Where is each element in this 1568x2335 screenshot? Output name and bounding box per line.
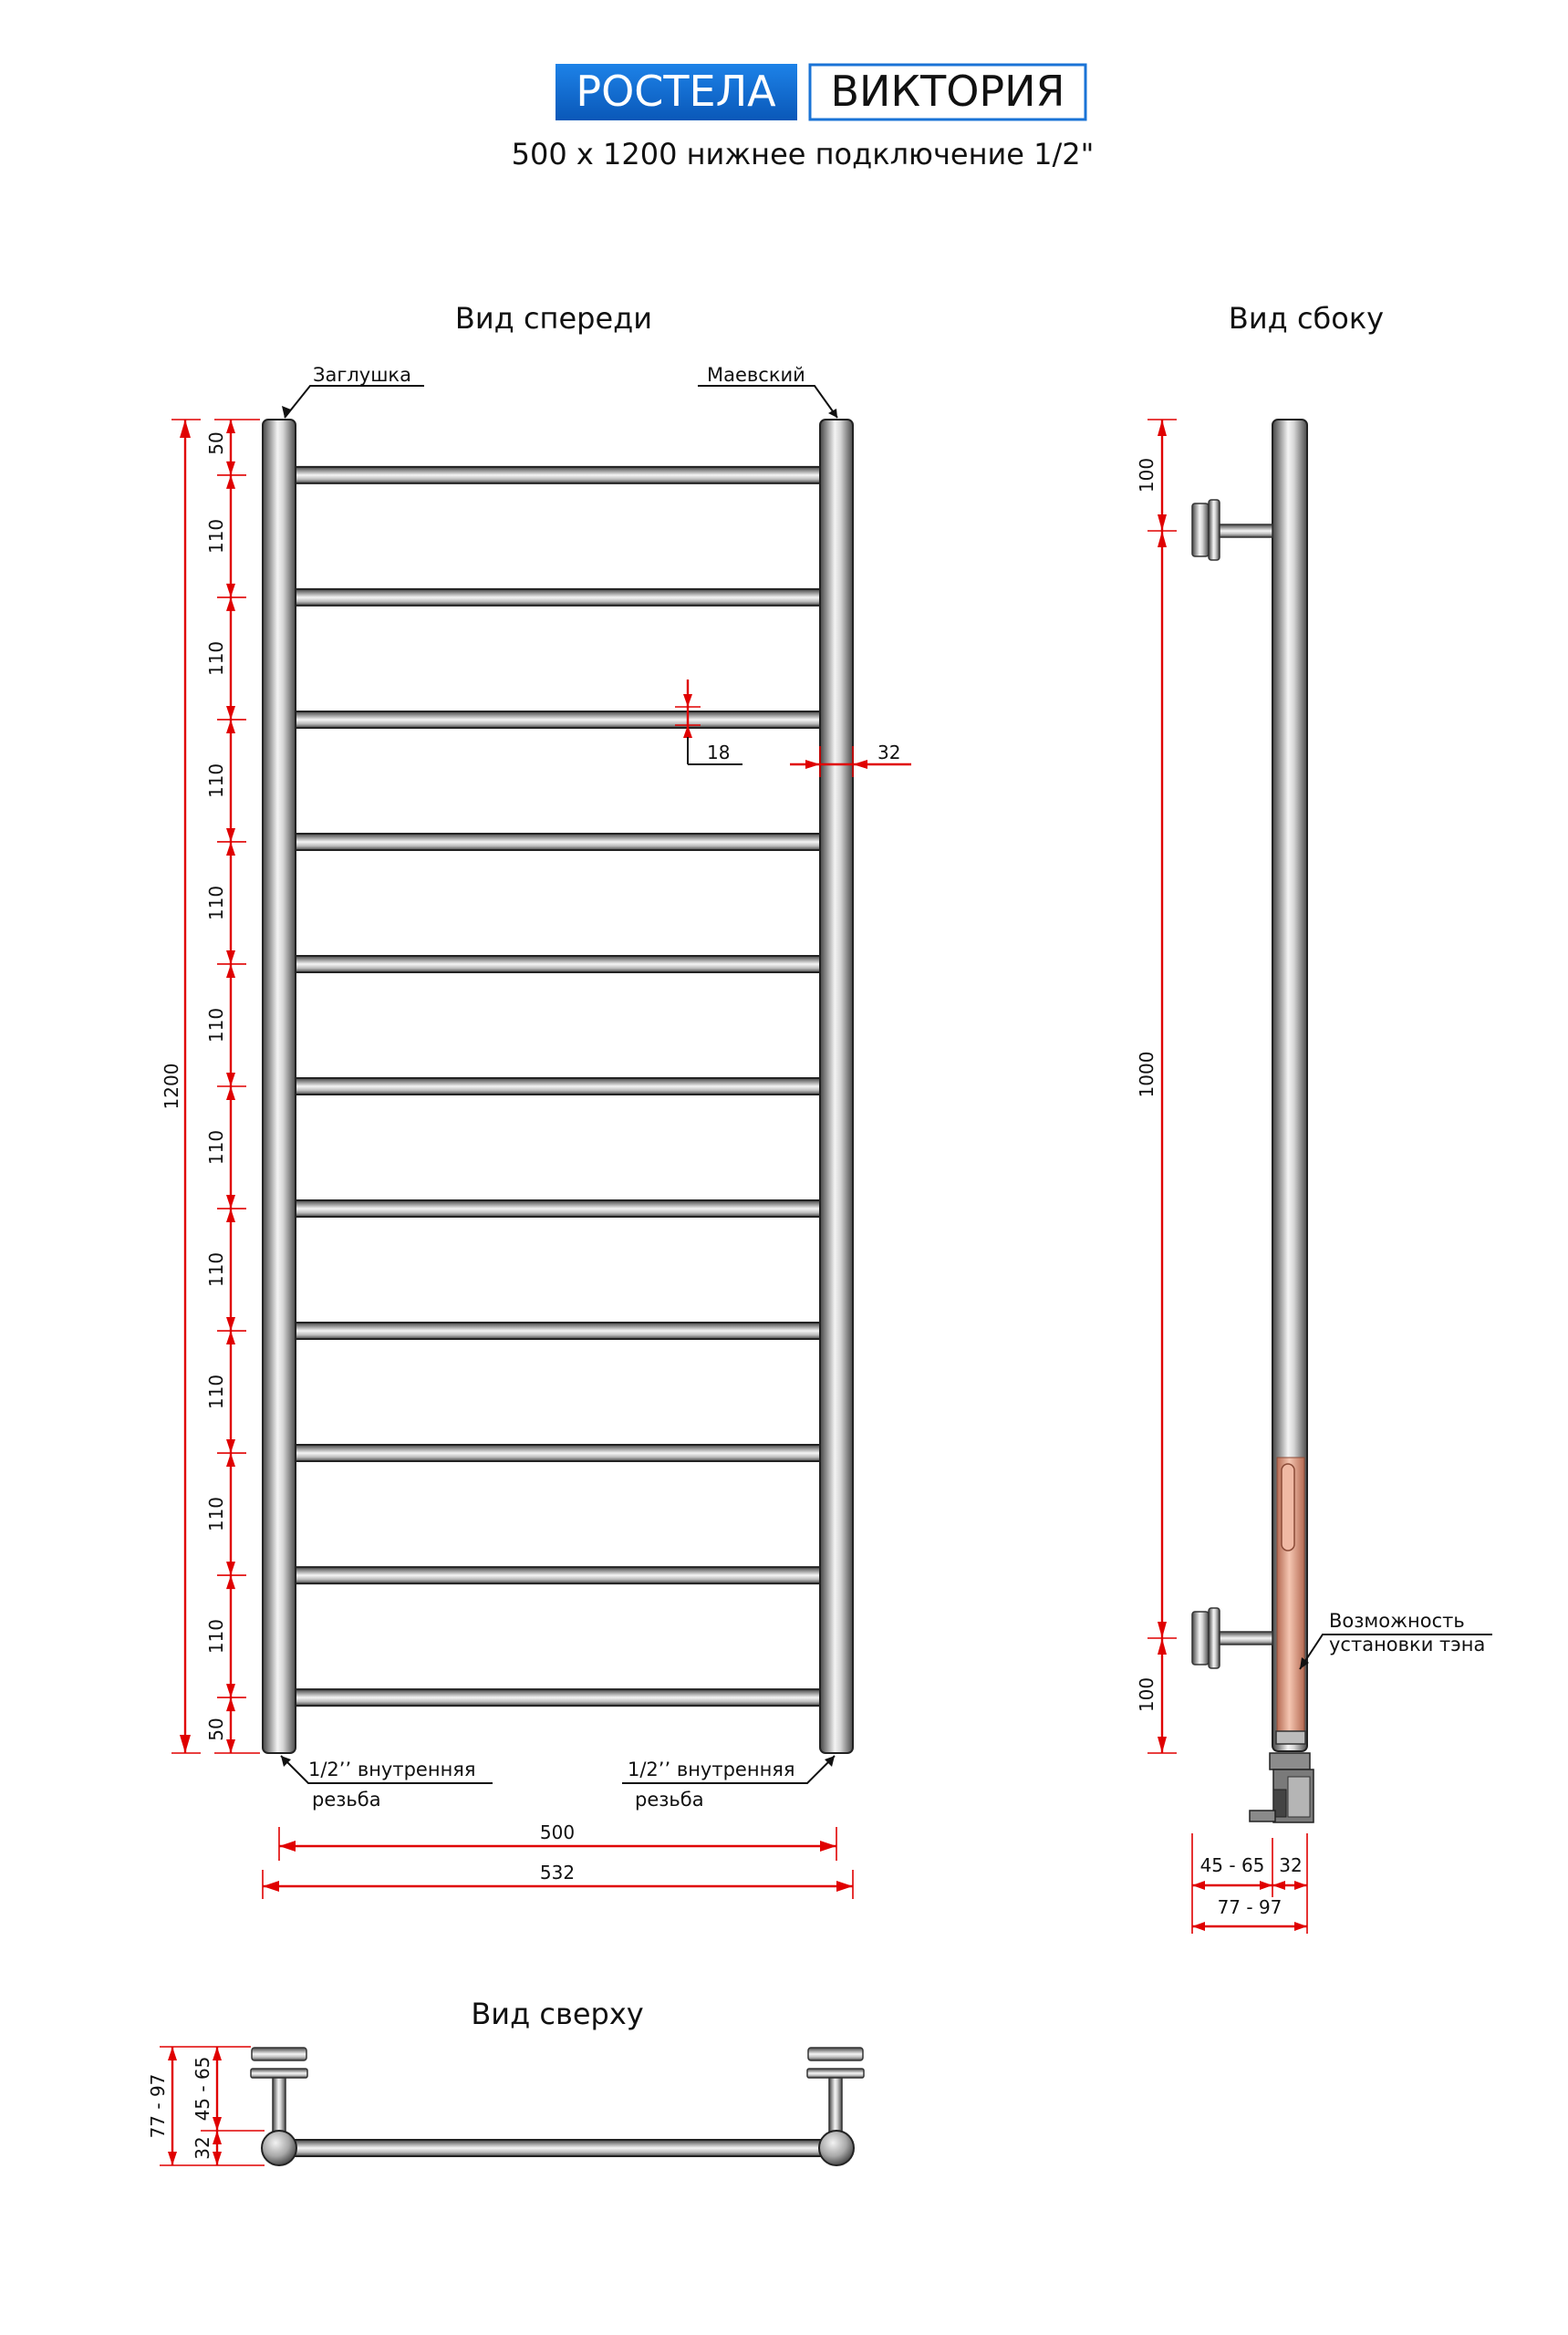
rungs (288, 467, 833, 1706)
pitch-label-9: 110 (205, 1496, 227, 1532)
rung-7 (288, 1200, 833, 1217)
top-view-title: Вид сверху (471, 1997, 644, 2031)
top-rail (279, 2140, 836, 2156)
side-dim-bottom-label: 100 (1136, 1676, 1158, 1713)
top-view (147, 1997, 864, 2165)
front-view (161, 301, 911, 1899)
pitch-tick-6 (217, 1073, 246, 1100)
dim-center-distance (279, 1821, 836, 1861)
top-dim-pipe-label: 32 (192, 2136, 213, 2160)
rung-2 (288, 589, 833, 606)
thread-right-label-2: резьба (635, 1789, 704, 1811)
air-valve-label: Маевский (707, 364, 805, 386)
dim-top-offset-label: 50 (205, 431, 227, 455)
air-valve-callout (698, 364, 837, 418)
rung-6 (288, 1078, 833, 1095)
rung-9 (288, 1445, 833, 1461)
thread-left-label-1: 1/2’’ внутренняя (308, 1759, 476, 1780)
pitch-tick-8 (217, 1317, 246, 1344)
side-view (1136, 301, 1492, 1934)
left-upright (263, 420, 296, 1753)
dim-total-height-label: 1200 (161, 1063, 182, 1110)
rung-10 (288, 1567, 833, 1583)
rung-11 (288, 1689, 833, 1706)
pitch-label-4: 110 (205, 885, 227, 921)
rung-5 (288, 956, 833, 972)
side-dim-top-label: 100 (1136, 457, 1158, 493)
top-right-bracket (807, 2048, 864, 2133)
heater-callout (1300, 1610, 1492, 1669)
top-left-pipe-section (262, 2131, 296, 2165)
front-view-title: Вид спереди (454, 301, 653, 336)
pitch-tick-4 (217, 828, 246, 856)
pitch-tick-9 (217, 1439, 246, 1467)
thread-left-label-2: резьба (312, 1789, 381, 1811)
thread-right-label-1: 1/2’’ внутренняя (628, 1759, 795, 1780)
heater-element (1276, 1458, 1305, 1744)
pitch-label-5: 110 (205, 1007, 227, 1043)
dim-rung-diameter-label: 18 (707, 742, 731, 763)
pitch-label-3: 110 (205, 763, 227, 799)
dim-overall-width (263, 1862, 853, 1899)
rung-1 (288, 467, 833, 483)
dim-bottom-offset-label: 50 (205, 1718, 227, 1741)
plug-label: Заглушка (313, 364, 411, 386)
side-view-title: Вид сбоку (1228, 301, 1385, 336)
top-right-pipe-section (819, 2131, 854, 2165)
dim-total-height (161, 420, 201, 1753)
side-dim-middle-label: 1000 (1136, 1051, 1158, 1098)
side-dim-depth-range-label: 45 - 65 (1199, 1854, 1265, 1876)
side-dim-pipe-label: 32 (1279, 1854, 1303, 1876)
pitch-tick-5 (217, 950, 246, 978)
side-horizontal-dims (1192, 1833, 1307, 1934)
pitch-tick-11 (217, 1684, 246, 1711)
pitch-label-7: 110 (205, 1251, 227, 1288)
top-left-bracket (251, 2048, 307, 2133)
top-view-dims (147, 2047, 265, 2165)
rung-4 (288, 834, 833, 850)
dim-overall-width-label: 532 (539, 1862, 576, 1884)
model-name: ВИКТОРИЯ (830, 67, 1065, 116)
pitch-label-6: 110 (205, 1129, 227, 1166)
bottom-wall-bracket (1192, 1608, 1272, 1668)
dim-center-distance-label: 500 (539, 1821, 576, 1843)
right-upright (820, 420, 853, 1753)
pitch-end-arrow-1 (226, 420, 235, 433)
pitch-tick-1 (217, 462, 246, 489)
pitch-tick-2 (217, 584, 246, 611)
thread-left-callout (281, 1756, 493, 1811)
rung-8 (288, 1323, 833, 1339)
pitch-end-arrow-2 (226, 1739, 235, 1753)
brand-name: РОСТЕЛА (576, 67, 776, 116)
pitch-tick-7 (217, 1195, 246, 1222)
dim-upright-diameter-label: 32 (877, 742, 901, 763)
rung-3 (288, 711, 833, 728)
plug-callout (282, 364, 424, 418)
side-dim-total-depth-label: 77 - 97 (1217, 1896, 1282, 1918)
pitch-tick-10 (217, 1562, 246, 1589)
pitch-label-2: 110 (205, 640, 227, 677)
page-subtitle: 500 х 1200 нижнее подключение 1/2" (511, 137, 1095, 171)
pitch-label-1: 110 (205, 518, 227, 555)
pitch-label-10: 110 (205, 1618, 227, 1655)
pitch-tick-3 (217, 706, 246, 733)
thread-right-callout (622, 1756, 835, 1811)
side-vertical-dims (1136, 420, 1177, 1753)
header (512, 64, 1095, 171)
heater-label-2: установки тэна (1329, 1634, 1486, 1655)
top-dim-total-depth-label: 77 - 97 (147, 2073, 169, 2139)
pitch-label-8: 110 (205, 1374, 227, 1410)
dim-pitch-chain (205, 420, 260, 1753)
top-dim-depth-range-label: 45 - 65 (192, 2056, 213, 2122)
bottom-connector (1250, 1753, 1314, 1822)
heater-label-1: Возможность (1329, 1610, 1465, 1632)
top-wall-bracket (1192, 500, 1272, 560)
